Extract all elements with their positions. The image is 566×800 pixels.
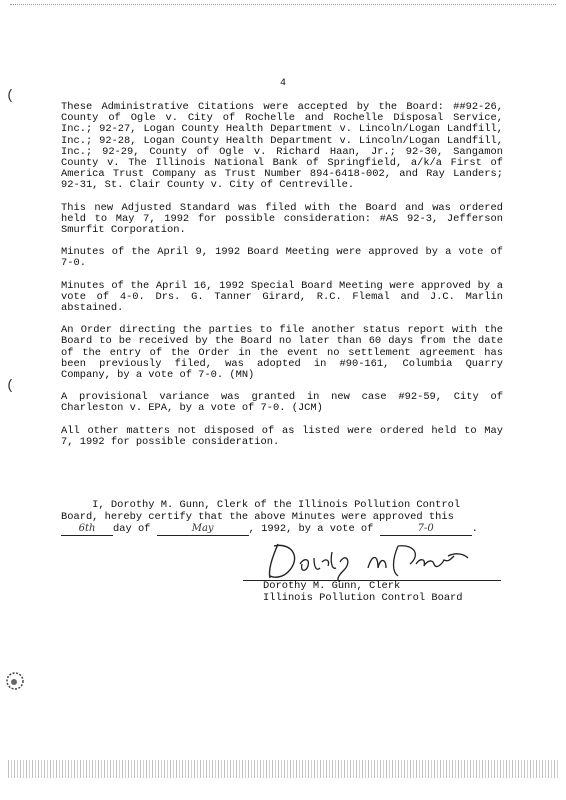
vote-handwritten: 7-0 [380,523,472,536]
minutes-body [61,102,503,459]
end-punct: . [471,523,478,535]
paragraph-april-9-minutes: Minutes of the April 9, 1992 Board Meeting were approved by a vote of 7-0. [61,246,503,270]
margin-bracket-mark: ( [6,88,15,104]
paragraph-april-16-minutes: Minutes of the April 16, 1992 Special Board Meeting were approved by a vote of 4-0. Drs. G. Tanner Girard, R.C. Flemal and J.C. Marlin abstained. [61,279,503,315]
signature-block [263,581,463,604]
certification-line-1: I, Dorothy M. Gunn, Clerk of the Illinois Pollution Control [61,499,461,511]
paragraph-adjusted-standard: This new Adjusted Standard was filed with the Board and was ordered held to May 7, 1992 for possible consideration: #AS 92-3, Jefferson Smurfit Corporation. [61,201,503,237]
paragraph-provisional-variance: A provisional variance was granted in new case #92-59, City of Charleston v. EPA, by a vote of 7-0. (JCM) [61,391,503,415]
paragraph-status-report-order: An Order directing the parties to file another status report with the Board to be received by the Board no later than 60 days from the date of the entry of the Order in the event no settlement agreement has been previously filed, was adopted in #90-161, Columbia Quarry Company, by a vote of 7-0. (MN) [61,324,503,382]
certification-line-3 [61,523,501,536]
scan-artifact-mark [4,670,26,692]
paragraph-administrative-citations: These Administrative Citations were accepted by the Board: ##92-26, County of Ogle v. City of Rochelle and Rochelle Disposal Service, Inc.; 92-27, Logan County Health Department v. Lincoln/Logan Landfill, Inc.; 92-28, Logan County Health Department v. Lincoln/Logan Landfill, Inc.; 92-29, County of Ogle v. Richard Haan, Jr.; 92-30, Sangamon County v. The Illinois National Bank of Springfield, a/k/a First of America Trust Company as Trust Number 894-6418-002, and Ray Landers; 92-31, St. Clair County v. City of Centreville. [61,101,503,192]
page-number: 4 [280,78,287,89]
margin-bracket-mark: ( [6,378,15,394]
day-label: day of [113,523,151,535]
handwritten-signature [248,538,478,582]
certification-line-2: Board, hereby certify that the above Minutes were approved this [61,510,454,523]
signer-name: Dorothy M. Gunn, Clerk [263,580,401,592]
paragraph-other-matters: All other matters not disposed of as listed were ordered held to May 7, 1992 for possible consideration. [61,424,503,448]
scan-noise-bottom [8,760,560,778]
day-handwritten: 6th [61,523,113,536]
year-vote-text: , 1992, by a vote of [248,523,374,535]
clerk-certification [61,500,501,536]
month-handwritten: May [157,523,249,536]
signer-title: Illinois Pollution Control Board [263,591,463,604]
scan-noise-top [10,4,556,9]
